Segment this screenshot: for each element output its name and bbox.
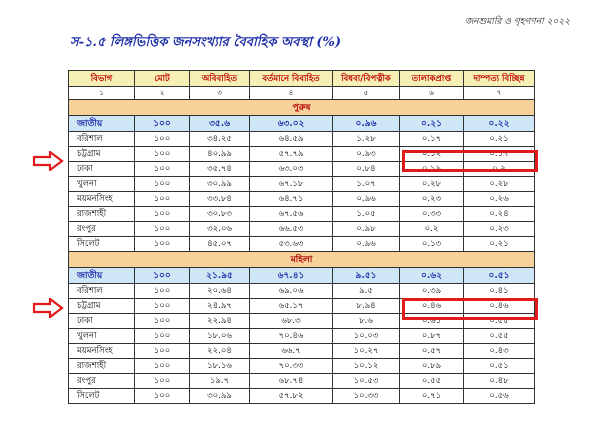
column-header: বর্তমানে বিবাহিত xyxy=(250,71,333,87)
table-row xyxy=(69,374,535,389)
table-cell: ৬৩.০৩ xyxy=(250,162,333,177)
table-cell: ১৮.০৬ xyxy=(190,329,250,344)
table-cell: ৫৭.৭৯ xyxy=(250,147,333,162)
table-cell: ১০.২৭ xyxy=(333,344,400,359)
table-cell: ০.৫৭ xyxy=(400,344,464,359)
column-header: বিধবা/বিপত্নীক xyxy=(333,71,400,87)
national-row xyxy=(69,116,535,132)
column-number: ৭ xyxy=(464,87,535,100)
table-cell: ৫৭.৮২ xyxy=(250,389,333,404)
table-cell: ০.৭১ xyxy=(400,389,464,404)
table-cell: ১০০ xyxy=(135,284,190,299)
table-cell: ৬৭.৫৬ xyxy=(250,207,333,222)
table-cell: ২০.৬৪ xyxy=(190,284,250,299)
table-cell: ১০০ xyxy=(135,329,190,344)
table-row xyxy=(69,132,535,147)
table-cell: ঢাকা xyxy=(69,314,135,329)
table-cell: ০.১৯ xyxy=(400,162,464,177)
table-cell: ২১.৯৫ xyxy=(190,268,250,284)
table-row xyxy=(69,177,535,192)
table-cell: ২২.০৪ xyxy=(190,344,250,359)
column-number: ৪ xyxy=(250,87,333,100)
table-cell: ১০০ xyxy=(135,132,190,147)
table-cell: ৩০.৯৯ xyxy=(190,389,250,404)
table-cell: ০.৫১ xyxy=(464,359,535,374)
table-cell: ০.৯৬ xyxy=(333,237,400,252)
table-cell: ০.৮৭ xyxy=(400,329,464,344)
table-cell: ০.৯৩ xyxy=(333,147,400,162)
table-cell: ০.৩৯ xyxy=(400,284,464,299)
table-cell: ৩৫.৭৪ xyxy=(190,162,250,177)
table-row xyxy=(69,344,535,359)
table-cell: ১০০ xyxy=(135,237,190,252)
table-cell: ১০০ xyxy=(135,374,190,389)
table-cell: ০.১৩ xyxy=(400,237,464,252)
table-cell: ঢাকা xyxy=(69,162,135,177)
table-cell: ০.২১ xyxy=(464,237,535,252)
column-header: দাম্পত্য বিচ্ছিন্ন xyxy=(464,71,535,87)
table-cell: ১৮.১৬ xyxy=(190,359,250,374)
table-cell: ০.৬১ xyxy=(400,314,464,329)
table-cell: ০.২ xyxy=(464,162,535,177)
table-cell: ০.৫৫ xyxy=(464,314,535,329)
table-header-row xyxy=(69,71,535,87)
column-header: মোট xyxy=(135,71,190,87)
table-cell: ০.৪৩ xyxy=(464,344,535,359)
table-cell: ৩৩.৮৪ xyxy=(190,192,250,207)
table-cell: ০.২৮ xyxy=(400,177,464,192)
table-cell: বরিশাল xyxy=(69,132,135,147)
column-header: অবিবাহিত xyxy=(190,71,250,87)
table-cell: ১০০ xyxy=(135,344,190,359)
highlight-box-female-dhaka xyxy=(402,298,538,320)
table-cell: সিলেট xyxy=(69,389,135,404)
table-cell: ০.২৪ xyxy=(464,207,535,222)
table-cell: ৬৬.৭ xyxy=(250,344,333,359)
table-cell: ৬৭.৪১ xyxy=(250,268,333,284)
table-row xyxy=(69,237,535,252)
table-cell: ৩২.০৬ xyxy=(190,222,250,237)
column-number: ৬ xyxy=(400,87,464,100)
table-cell: জাতীয় xyxy=(69,268,135,284)
table-cell: ৬৭.১৮ xyxy=(250,177,333,192)
table-cell: ১০.১২ xyxy=(333,359,400,374)
table-cell: ১০.৩৩ xyxy=(333,389,400,404)
table-cell: ৫৩.৬৩ xyxy=(250,237,333,252)
table-cell: ০.১৭ xyxy=(400,132,464,147)
table-cell: ৮.৬ xyxy=(333,314,400,329)
table-cell: ০.২১ xyxy=(400,116,464,132)
highlight-box-male-dhaka xyxy=(402,150,538,172)
table-cell: ৬৩.০২ xyxy=(250,116,333,132)
table-cell: ১.০৫ xyxy=(333,207,400,222)
table-cell: ১০০ xyxy=(135,268,190,284)
table-cell: ১০০ xyxy=(135,389,190,404)
table-row xyxy=(69,192,535,207)
table-cell: ০.৪১ xyxy=(464,284,535,299)
table-cell: রংপুর xyxy=(69,222,135,237)
table-cell: খুলনা xyxy=(69,329,135,344)
table-cell: ১০০ xyxy=(135,222,190,237)
table-row xyxy=(69,284,535,299)
table-cell: ০.১৭ xyxy=(464,147,535,162)
table-cell: ০.৯৮ xyxy=(333,222,400,237)
column-number-row xyxy=(69,87,535,100)
table-cell: ০.২৩ xyxy=(464,222,535,237)
column-header: তালাকপ্রাপ্ত xyxy=(400,71,464,87)
table-cell: ০.৮৪ xyxy=(333,162,400,177)
column-header: বিভাগ xyxy=(69,71,135,87)
table-cell: ৭০.৩৩ xyxy=(250,359,333,374)
table-cell: ১০০ xyxy=(135,162,190,177)
section-header-row xyxy=(69,252,535,268)
table-row xyxy=(69,389,535,404)
table-cell: ১০০ xyxy=(135,207,190,222)
table-cell: ৬৯.০৬ xyxy=(250,284,333,299)
table-cell: ০.৪৬ xyxy=(400,299,464,314)
table-cell: ৯.৫১ xyxy=(333,268,400,284)
table-cell: সিলেট xyxy=(69,237,135,252)
table-cell: ১০.৫৩ xyxy=(333,374,400,389)
table-cell: ৩৫.৬ xyxy=(190,116,250,132)
table-cell: ১.২৮ xyxy=(333,132,400,147)
national-row xyxy=(69,268,535,284)
table-cell: ১০০ xyxy=(135,116,190,132)
table-cell: ৩০.৮৩ xyxy=(190,207,250,222)
table-cell: ০.২ xyxy=(400,222,464,237)
column-number: ২ xyxy=(135,87,190,100)
table-cell: ময়মনসিংহ xyxy=(69,192,135,207)
table-cell: চট্টগ্রাম xyxy=(69,299,135,314)
table-cell: ০.৪৮ xyxy=(464,374,535,389)
table-cell: ৮.৯৪ xyxy=(333,299,400,314)
table-cell: ০.২১ xyxy=(464,132,535,147)
table-cell: জাতীয় xyxy=(69,116,135,132)
table-cell: ০.৫৫ xyxy=(464,329,535,344)
table-cell: রাজশাহী xyxy=(69,207,135,222)
table-cell: ৬৪.৭১ xyxy=(250,192,333,207)
page-header: জনশুমারি ও গৃহগণনা ২০২২ xyxy=(465,17,570,27)
table-cell: ৩৪.২৫ xyxy=(190,132,250,147)
arrow-icon-female-dhaka xyxy=(32,298,64,318)
table-row xyxy=(69,222,535,237)
table-cell: ১০০ xyxy=(135,314,190,329)
table-cell: ১০০ xyxy=(135,147,190,162)
table-cell: ০.৪৬ xyxy=(464,299,535,314)
table-cell: ১০.০৩ xyxy=(333,329,400,344)
table-row xyxy=(69,329,535,344)
column-number: ১ xyxy=(69,87,135,100)
table-cell: ০.২২ xyxy=(464,116,535,132)
table-cell: ২২.৯৪ xyxy=(190,314,250,329)
table-row xyxy=(69,359,535,374)
table-cell: ৭০.৪৬ xyxy=(250,329,333,344)
column-number: ৩ xyxy=(190,87,250,100)
table-cell: ১৯.৭ xyxy=(190,374,250,389)
table-cell: ৬৮.৩ xyxy=(250,314,333,329)
table-cell: ১.০৭ xyxy=(333,177,400,192)
table-cell: ৩০.৯৯ xyxy=(190,177,250,192)
table-cell: ময়মনসিংহ xyxy=(69,344,135,359)
column-number: ৫ xyxy=(333,87,400,100)
table-cell: ৪০.৯৯ xyxy=(190,147,250,162)
table-cell: ০.২৩ xyxy=(400,192,464,207)
table-cell: ৬৮.৭৪ xyxy=(250,374,333,389)
marital-status-table xyxy=(68,70,535,404)
table-cell: রাজশাহী xyxy=(69,359,135,374)
table-cell: খুলনা xyxy=(69,177,135,192)
section-label: মহিলা xyxy=(69,252,535,268)
table-cell: ১০০ xyxy=(135,359,190,374)
table-cell: ৬৪.৫৯ xyxy=(250,132,333,147)
table-cell: ০.৬২ xyxy=(400,268,464,284)
table-cell: ২৪.৯৭ xyxy=(190,299,250,314)
table-cell: ০.২৮ xyxy=(464,177,535,192)
table-cell: ৬৫.১৭ xyxy=(250,299,333,314)
table-cell: ০.৮৯ xyxy=(400,359,464,374)
table-cell: ০.৩৩ xyxy=(400,207,464,222)
table-cell: ৯.৫ xyxy=(333,284,400,299)
arrow-icon-male-dhaka xyxy=(32,151,64,171)
table-cell: রংপুর xyxy=(69,374,135,389)
table-cell: চট্টগ্রাম xyxy=(69,147,135,162)
table-row xyxy=(69,207,535,222)
table-cell: ০.৫৬ xyxy=(464,389,535,404)
table-cell: ১০০ xyxy=(135,177,190,192)
table-cell: ০.৯৬ xyxy=(333,192,400,207)
section-label: পুরুষ xyxy=(69,100,535,116)
table-cell: ৬৬.৫৩ xyxy=(250,222,333,237)
table-cell: ১০০ xyxy=(135,192,190,207)
section-header-row xyxy=(69,100,535,116)
table-cell: ০.১২ xyxy=(400,147,464,162)
table-cell: বরিশাল xyxy=(69,284,135,299)
table-cell: ০.৯৬ xyxy=(333,116,400,132)
table-cell: ০.২৬ xyxy=(464,192,535,207)
table-cell: ০.৫৫ xyxy=(400,374,464,389)
table-cell: ৪৫.০৭ xyxy=(190,237,250,252)
table-cell: ০.৫১ xyxy=(464,268,535,284)
table-title: স-১.৫ লিঙ্গভিত্তিক জনসংখ্যার বৈবাহিক অবস্থা (%) xyxy=(70,35,342,50)
table-cell: ১০০ xyxy=(135,299,190,314)
